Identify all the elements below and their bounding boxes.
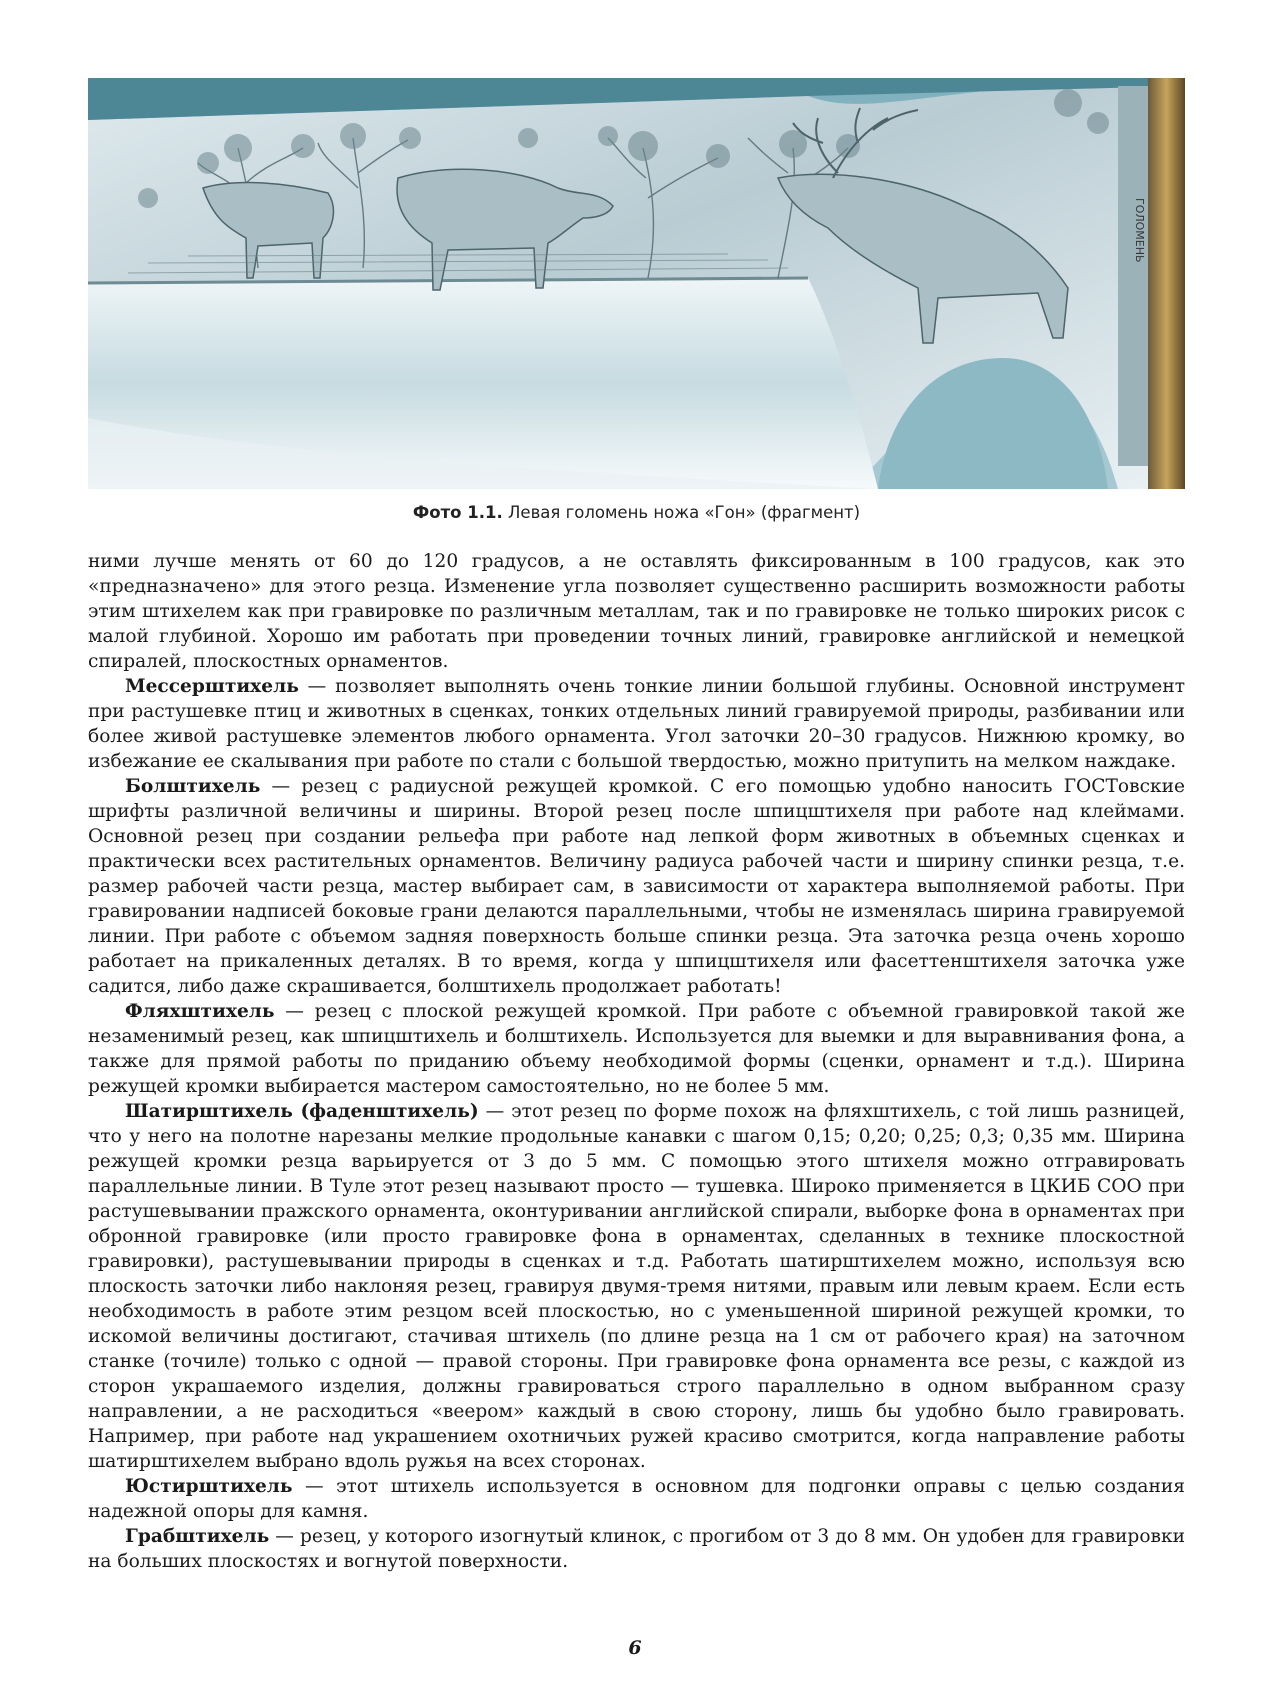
paragraph-flyakhshtichel	[88, 999, 1185, 1099]
term-heading: Юстирштихель	[125, 1476, 293, 1497]
paragraph-yustirshtichel	[88, 1474, 1185, 1524]
paragraph-text: ними лучше менять от 60 до 120 градусов, а не оставлять фиксированным в 100 градусов, как это «предназначено» для этого резца. Изменение угла позволяет существенно расширить возможности работы этим штихелем как при гравировке по различным металлам, так и по гравировке не только широких рисок с малой глубиной. Хорошо им работать при проведении точных линий, гравировке английской и немецкой спиралей, плоскостных орнаментов.	[88, 551, 1185, 672]
term-heading: Болштихель	[125, 776, 261, 797]
paragraph-text: — резец с радиусной режущей кромкой. С его помощью удобно наносить ГОСТовские шрифты различной величины и ширины. Второй резец после шпицштихеля при работе над клеймами. Основной резец при создании рельефа при работе над лепкой форм животных в объемных сценках и практически всех растительных орнаментов. Величину радиуса рабочей части и ширину спинки резца, т.е. размер рабочей части резца, мастер выбирает сам, в зависимости от характера выполняемой работы. При гравировании надписей боковые грани делаются параллельными, чтобы не изменялась ширина гравируемой линии. При работе с объемом задняя поверхность больше спинки резца. Эта заточка резца очень хорошо работает на прикаленных деталях. В то время, когда у шпицштихеля или фасеттенштихеля заточка уже садится, либо даже скрашивается, болштихель продолжает работать!	[88, 776, 1185, 997]
paragraph-grabshtichel	[88, 1524, 1185, 1574]
term-heading: Фляхштихель	[125, 1001, 275, 1022]
paragraph-text: — резец, у которого изогнутый клинок, с прогибом от 3 до 8 мм. Он удобен для гравировки на больших плоскостях и вогнутой поверхности.	[88, 1526, 1185, 1572]
paragraph-bolshtichel	[88, 774, 1185, 999]
paragraph-text: — этот штихель используется в основном для подгонки оправы с целью создания надежной опоры для камня.	[88, 1476, 1185, 1522]
paragraph-text: — резец с плоской режущей кромкой. При работе с объемной гравировкой такой же незаменимый резец, как шпицштихель и болштихель. Используется для выемки и для выравнивания фона, а также для прямой работы по приданию объему необходимой формы (сценки, орнамент и т.д.). Ширина режущей кромки выбирается мастером самостоятельно, но не более 5 мм.	[88, 1001, 1185, 1097]
paragraph-text: — этот резец по форме похож на фляхштихель, с той лишь разницей, что у него на полотне нарезаны мелкие продольные канавки с шагом 0,15; 0,20; 0,25; 0,3; 0,35 мм. Ширина режущей кромки резца варьируется от 3 до 5 мм. С помощью этого штихеля можно отгравировать параллельные линии. В Туле этот резец называют просто — тушевка. Широко применяется в ЦКИБ СОО при растушевывании пражского орнамента, оконтуривании английской спирали, выборке фона в орнаментах при обронной гравировке (или просто гравировке фона в орнаментах, сделанных в технике плоскостной гравировки), растушевывании природы в сценках и т.д. Работать шатирштихелем можно, используя всю плоскость заточки либо наклоняя резец, гравируя двумя-тремя нитями, правым или левым краем. Если есть необходимость в работе этим резцом всей плоскостью, но с уменьшенной шириной режущей кромки, то искомой величины достигают, стачивая штихель (по длине резца на 1 см от рабочего края) на заточном станке (точиле) только с одной — правой стороны. При гравировке фона орнамента все резы, с каждой из сторон украшаемого изделия, должны гравироваться строго параллельно в одном выбранном сразу направлении, а не расходиться «веером» каждый в свою сторону, лишь бы удобно было гравировать. Например, при работе над украшением охотничьих ружей красиво смотрится, когда направление работы шатирштихелем выбрано вдоль ружья на всех сторонах.	[88, 1101, 1185, 1472]
caption-text: Левая голомень ножа «Гон» (фрагмент)	[508, 503, 861, 522]
figure-caption	[88, 503, 1185, 522]
term-heading: Грабштихель	[125, 1526, 270, 1547]
paragraph-continuation	[88, 549, 1185, 674]
term-heading: Мессерштихель	[125, 676, 299, 697]
knife-photo	[88, 78, 1185, 489]
blade-signature: ГОЛОМЕНЬ	[1133, 198, 1146, 263]
article-body	[88, 549, 1185, 1574]
term-heading: Шатирштихель (фаденштихель)	[125, 1101, 479, 1122]
paragraph-messershtichel	[88, 674, 1185, 774]
paragraph-text: — позволяет выполнять очень тонкие линии большой глубины. Основной инструмент при растушевке птиц и животных в сценках, тонких отдельных линий гравируемой природы, разбивании или более живой растушевке элементов любого орнамента. Угол заточки 20–30 градусов. Нижнюю кромку, во избежание ее скалывания при работе по стали с большой твердостью, можно притупить на мелком наждаке.	[88, 676, 1185, 772]
knife-blade-illustration	[88, 78, 1185, 489]
caption-label: Фото 1.1.	[412, 503, 503, 522]
paragraph-shatirshtichel	[88, 1099, 1185, 1474]
page-number: 6	[628, 1637, 642, 1659]
